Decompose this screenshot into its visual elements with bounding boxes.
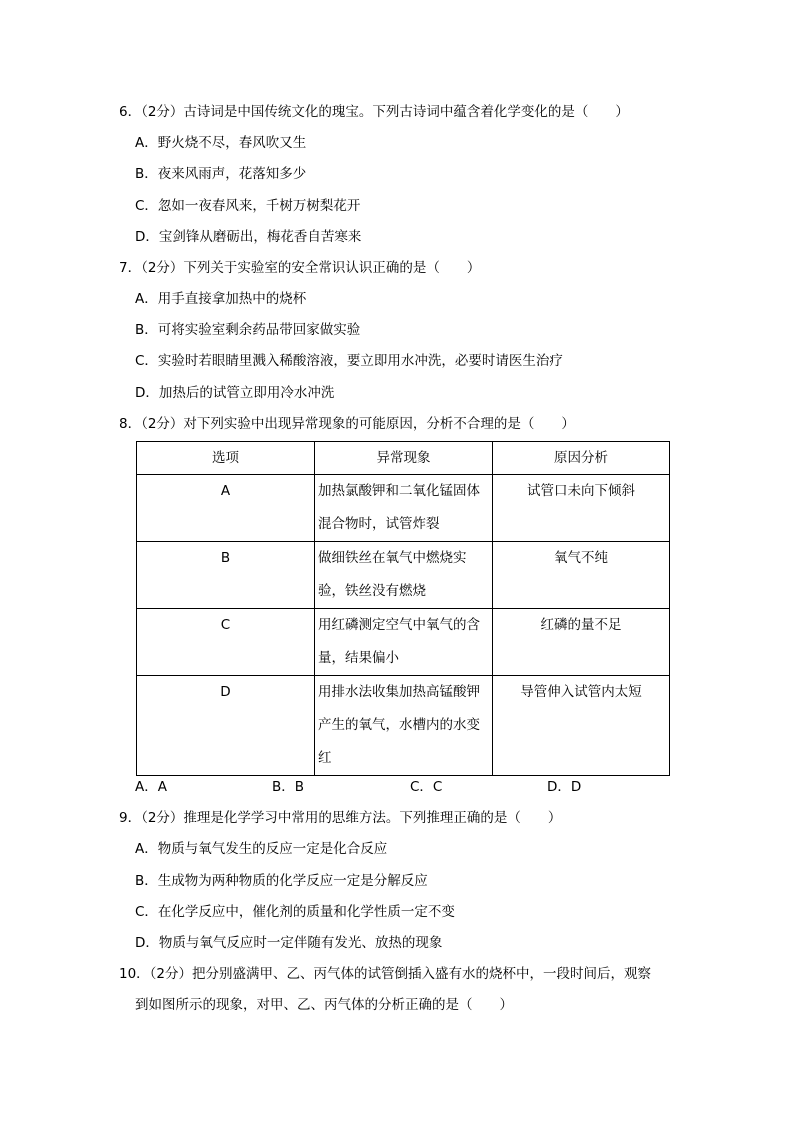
question-9-stem: 9．（2分）推理是化学学习中常用的思维方法。下列推理正确的是（ ）	[119, 810, 562, 826]
row-phenomenon: 用红磷测定空气中氧气的含量，结果偏小	[315, 609, 493, 676]
row-phenomenon: 加热氯酸钾和二氧化锰固体混合物时，试管炸裂	[315, 475, 493, 542]
question-6-option-b: B．夜来风雨声，花落知多少	[135, 166, 307, 182]
question-7-stem: 7．（2分）下列关于实验室的安全常识认识正确的是（ ）	[119, 260, 481, 276]
question-9-option-d: D．物质与氧气反应时一定伴随有发光、放热的现象	[135, 935, 443, 951]
header-option: 选项	[137, 442, 315, 475]
question-6-stem: 6．（2分）古诗词是中国传统文化的瑰宝。下列古诗词中蕴含着化学变化的是（ ）	[119, 104, 629, 120]
table-header-row	[137, 442, 670, 475]
question-8-option-c: C．C	[410, 779, 443, 795]
row-phenomenon: 做细铁丝在氧气中燃烧实验，铁丝没有燃烧	[315, 542, 493, 609]
row-phenomenon: 用排水法收集加热高锰酸钾产生的氧气，水槽内的水变红	[315, 676, 493, 776]
table-row	[137, 609, 670, 676]
question-9-option-b: B．生成物为两种物质的化学反应一定是分解反应	[135, 873, 428, 889]
table-row	[137, 475, 670, 542]
question-6-option-a: A．野火烧不尽，春风吹又生	[135, 135, 307, 151]
row-reason: 氧气不纯	[493, 542, 670, 609]
question-10-stem-line2: 到如图所示的现象，对甲、乙、丙气体的分析正确的是（ ）	[135, 997, 513, 1013]
header-phenomenon: 异常现象	[315, 442, 493, 475]
row-reason: 试管口未向下倾斜	[493, 475, 670, 542]
question-6-option-d: D．宝剑锋从磨砺出，梅花香自苦寒来	[135, 229, 362, 245]
question-7-option-d: D．加热后的试管立即用冷水冲洗	[135, 385, 335, 401]
question-8-option-b: B．B	[272, 779, 305, 795]
question-8-stem: 8．（2分）对下列实验中出现异常现象的可能原因，分析不合理的是（ ）	[119, 416, 575, 432]
question-6-option-c: C．忽如一夜春风来，千树万树梨花开	[135, 198, 361, 214]
row-reason: 红磷的量不足	[493, 609, 670, 676]
row-option: C	[137, 609, 315, 676]
question-7-option-c: C．实验时若眼睛里溅入稀酸溶液，要立即用水冲洗，必要时请医生治疗	[135, 353, 563, 369]
question-7-option-b: B．可将实验室剩余药品带回家做实验	[135, 322, 361, 338]
question-9-option-c: C．在化学反应中，催化剂的质量和化学性质一定不变	[135, 904, 455, 920]
table-row	[137, 542, 670, 609]
question-9-option-a: A．物质与氧气发生的反应一定是化合反应	[135, 841, 388, 857]
question-8-option-a: A．A	[135, 779, 167, 795]
table-row	[137, 676, 670, 776]
row-option: D	[137, 676, 315, 776]
question-8-option-d: D．D	[547, 779, 582, 795]
question-10-stem-line1: 10．（2分）把分别盛满甲、乙、丙气体的试管倒插入盛有水的烧杯中，一段时间后，观察	[119, 966, 652, 982]
row-option: B	[137, 542, 315, 609]
header-reason: 原因分析	[493, 442, 670, 475]
question-7-option-a: A．用手直接拿加热中的烧杯	[135, 291, 307, 307]
experiment-table	[136, 441, 670, 776]
row-option: A	[137, 475, 315, 542]
row-reason: 导管伸入试管内太短	[493, 676, 670, 776]
